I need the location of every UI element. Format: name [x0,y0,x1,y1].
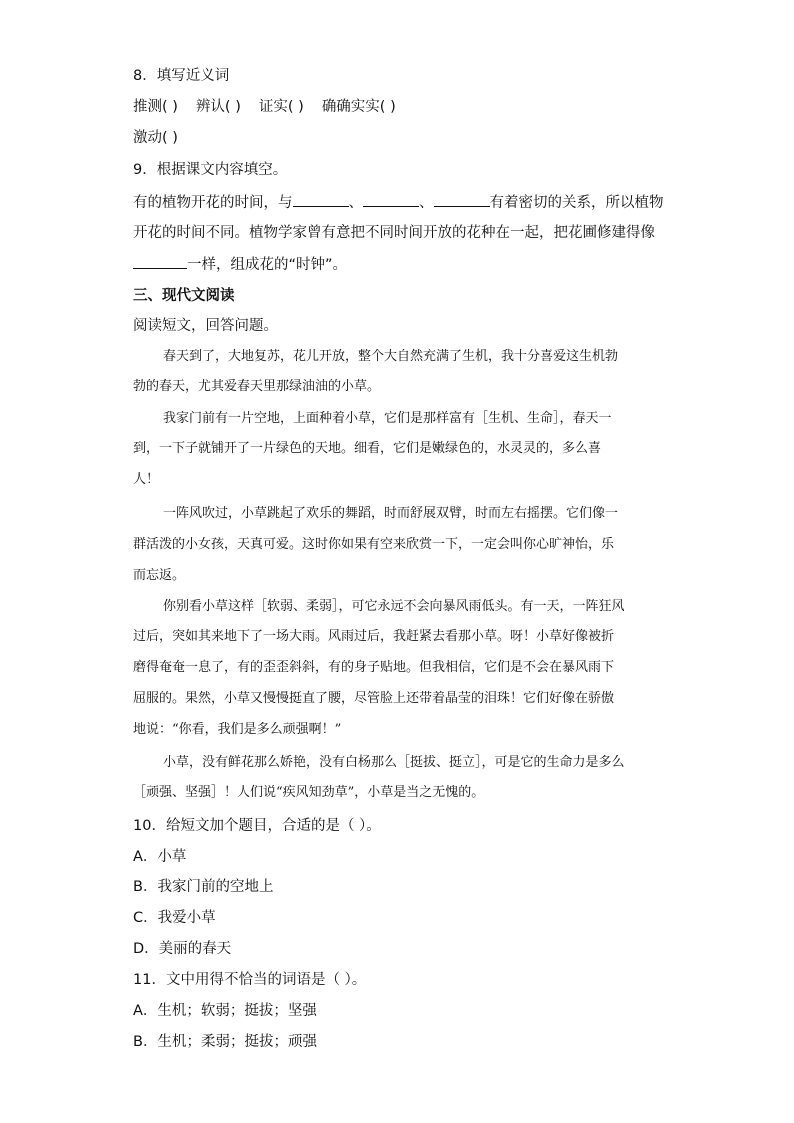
q10-option-d[interactable]: D．美丽的春天 [133,941,232,957]
q10-option-b[interactable]: B．我家门前的空地上 [133,879,274,895]
passage-line: 过后，突如其来地下了一场大雨。风雨过后，我赶紧去看那小草。呀！小草好像被折 [133,629,615,644]
passage-line: 一阵风吹过，小草跳起了欢乐的舞蹈，时而舒展双臂，时而左右摇摆。它们像一 [163,506,619,521]
q10-option-a[interactable]: A．小草 [133,849,187,865]
passage-line: 春天到了，大地复苏，花儿开放，整个大自然充满了生机，我十分喜爱这生机勃 [163,349,619,364]
passage-line: 勃的春天，尤其爱春天里那绿油油的小草。 [133,379,381,394]
separator: 、 [419,195,434,211]
fill-blank[interactable] [133,254,187,269]
passage-line: 人！ [133,472,160,487]
q10-title: 10．给短文加个题目，合适的是（ ）。 [133,818,381,834]
section-instruction: 阅读短文，回答问题。 [133,318,278,334]
q9-line-2: 开花的时间不同。植物学家曾有意把不同时间开放的花种在一起，把花圃修建得像 [133,225,655,241]
passage-line: 我家门前有一片空地，上面种着小草，它们是那样富有［生机、生命］，春天一 [163,411,612,426]
q11-option-b[interactable]: B．生机；柔弱；挺拔；顽强 [133,1034,317,1050]
q8-title: 8．填写近义词 [133,68,230,84]
q9-line-3 [133,254,347,275]
passage-line: 你别看小草这样［软弱、柔弱］，可它永远不会向暴风雨低头。有一天，一阵狂风 [163,599,625,614]
synonym-item: 推测( ) [133,99,178,115]
passage-line: 到，一下子就铺开了一片绿色的天地。细看，它们是嫩绿色的，水灵灵的，多么喜 [133,441,602,456]
q11-title: 11．文中用得不恰当的词语是（ ）。 [133,972,367,988]
passage-line: 屈服的。果然，小草又慢慢挺直了腰，尽管脸上还带着晶莹的泪珠！它们好像在骄傲 [133,691,615,706]
q9-text-b: 有着密切的关系，所以植物 [489,195,664,211]
passage-line: 磨得奄奄一息了，有的歪歪斜斜，有的身子贴地。但我相信，它们是不会在暴风雨下 [133,660,615,675]
section-title: 三、现代文阅读 [133,288,235,304]
fill-blank[interactable] [363,192,419,207]
passage-line: ［顽强、坚强］！人们说“疾风知劲草”，小草是当之无愧的。 [133,785,485,800]
q8-synonym-row-1 [133,97,414,117]
passage-line: 而忘返。 [133,568,186,583]
q10-option-c[interactable]: C．我爱小草 [133,910,216,926]
synonym-item: 辨认( ) [195,99,241,115]
passage-line: 地说：“你看，我们是多么顽强啊！” [133,722,342,737]
q11-option-a[interactable]: A．生机；软弱；挺拔；坚强 [133,1003,317,1019]
q9-line-1 [133,192,664,213]
q8-synonym-row-2 [133,128,196,148]
q9-text-a: 有的植物开花的时间，与 [133,195,293,211]
passage-line: 小草，没有鲜花那么娇艳，没有白杨那么［挺拔、挺立］，可是它的生命力是多么 [163,755,625,770]
q9-text-c: 一样，组成花的“时钟”。 [187,257,348,273]
separator: 、 [348,195,363,211]
fill-blank[interactable] [434,192,490,207]
fill-blank[interactable] [293,192,349,207]
synonym-item: 证实( ) [258,99,304,115]
q9-title: 9．根据课文内容填空。 [133,162,288,178]
synonym-item: 激动( ) [133,130,178,146]
synonym-item: 确确实实( ) [321,99,396,115]
passage-line: 群活泼的小女孩，天真可爱。这时你如果有空来欣赏一下，一定会叫你心旷神怡，乐 [133,537,615,552]
